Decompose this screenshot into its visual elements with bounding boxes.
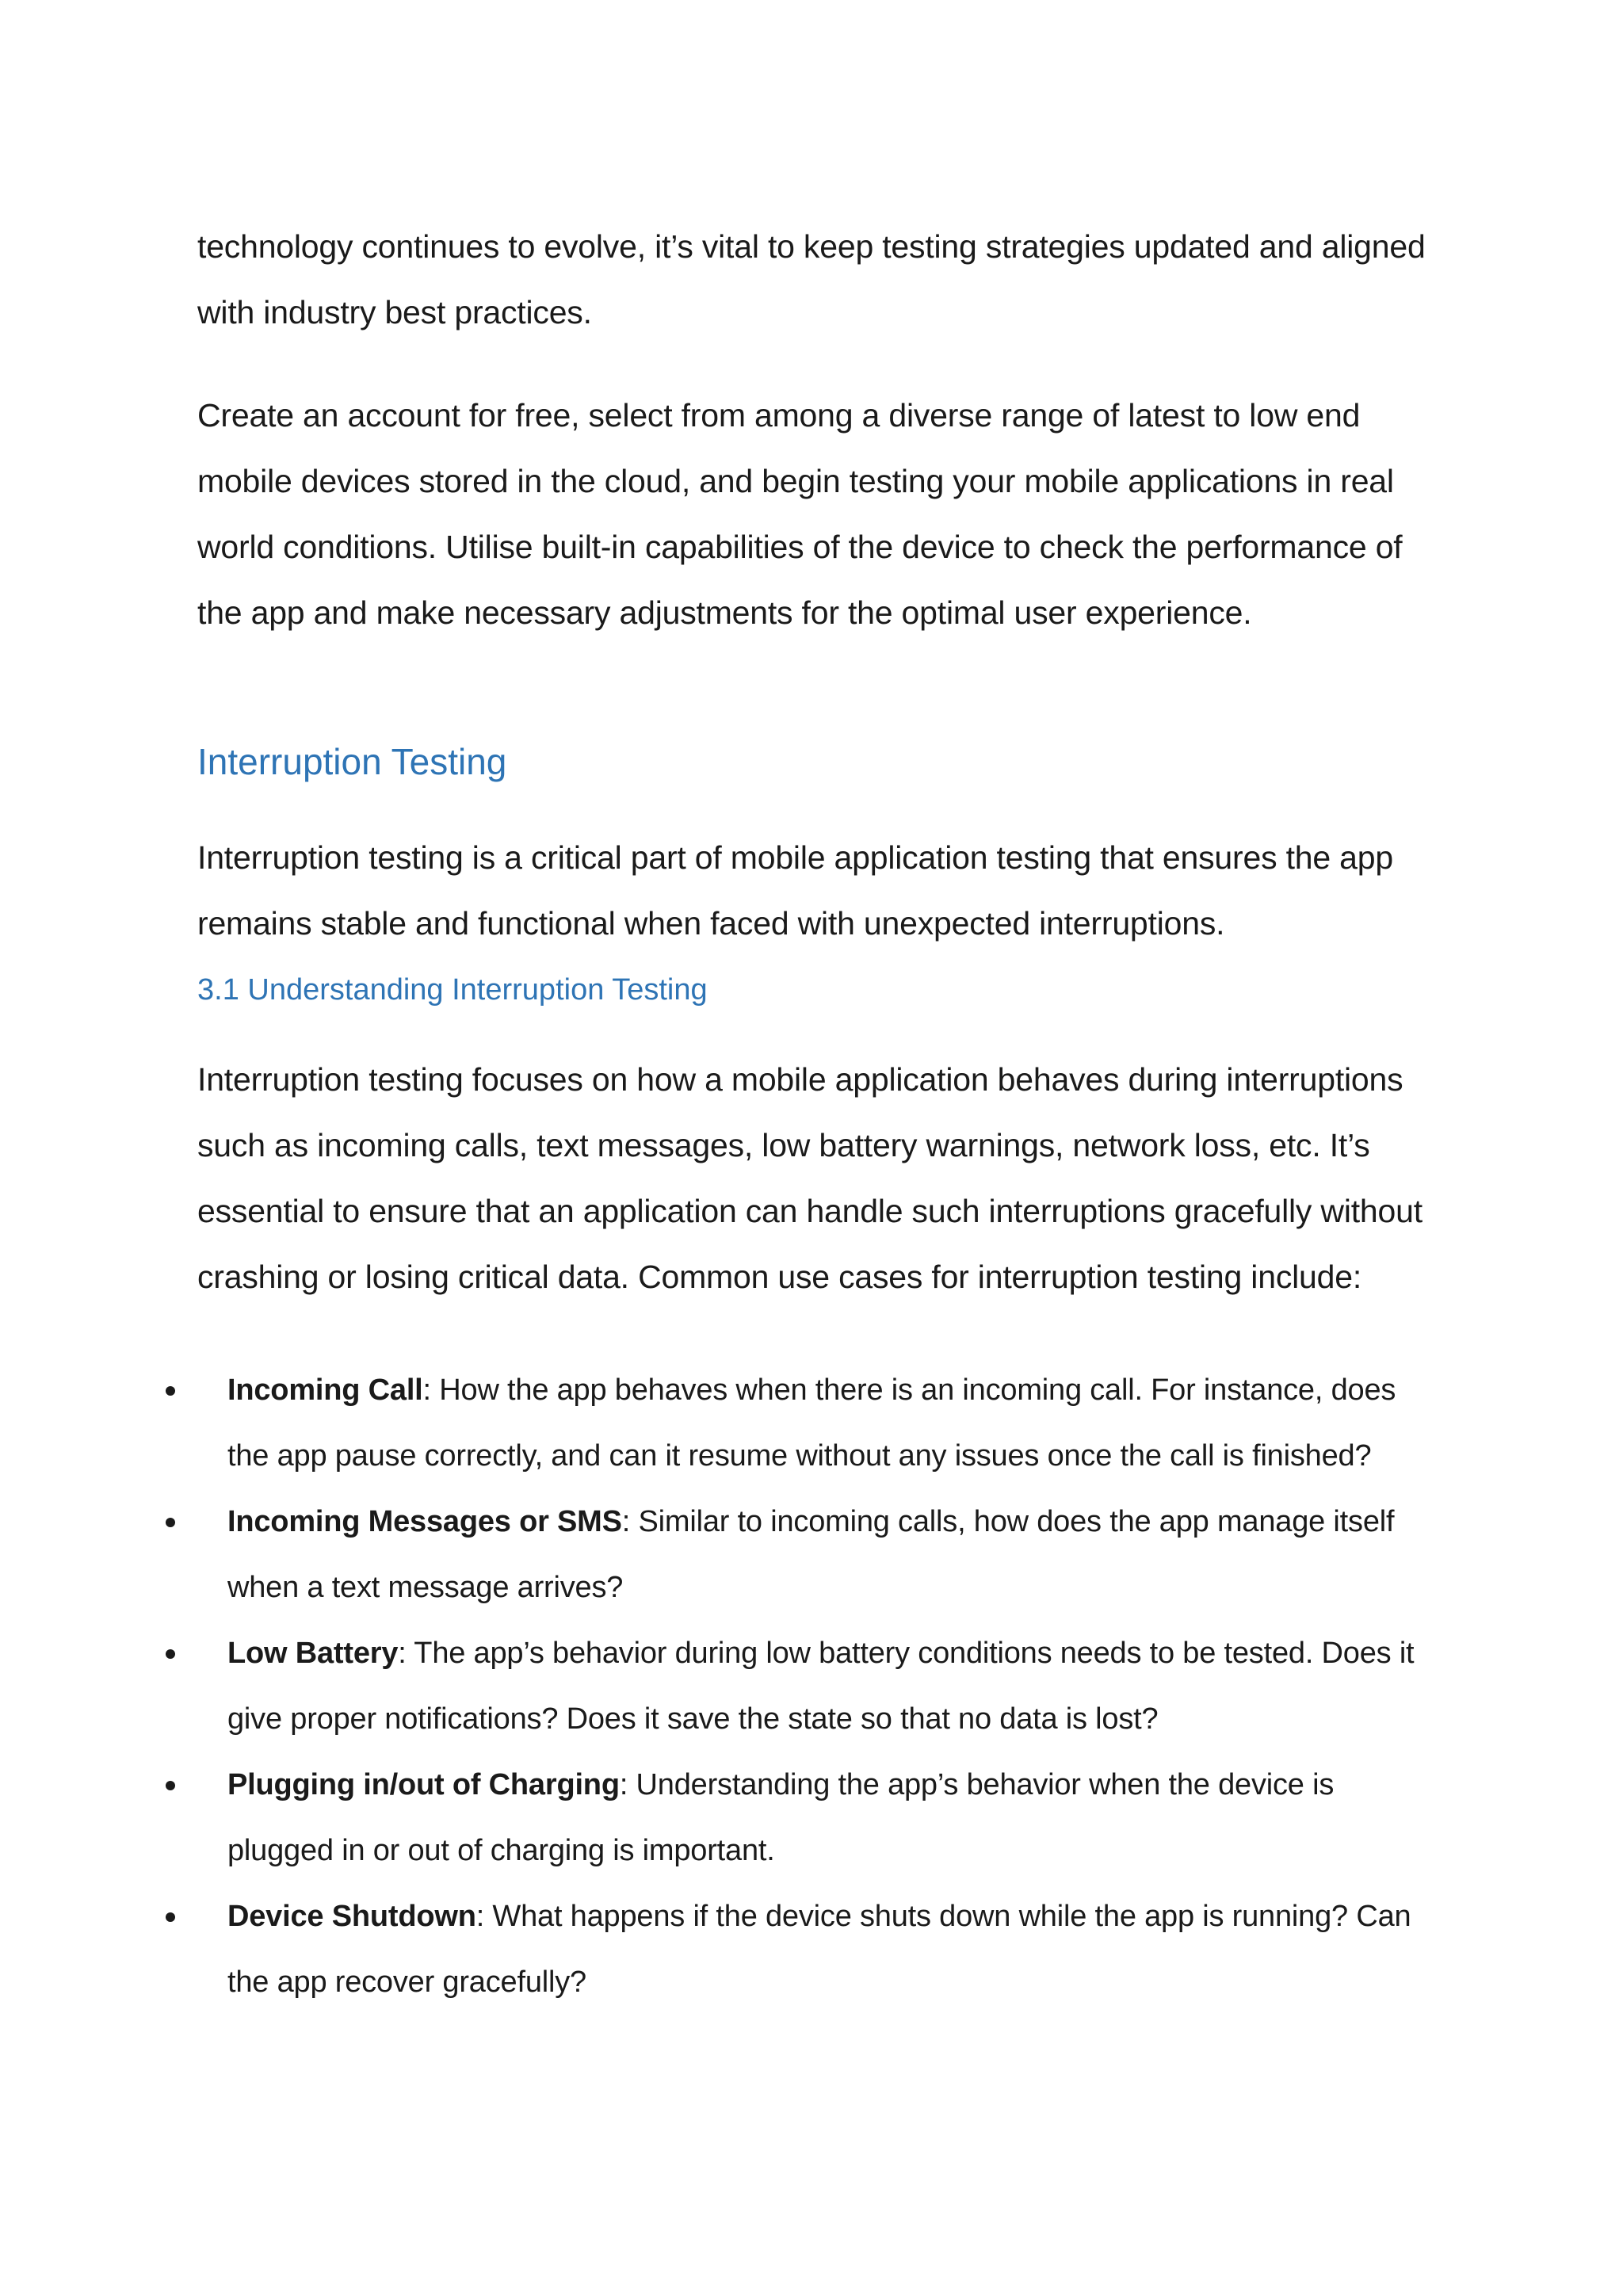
bullet-icon (166, 1781, 175, 1790)
use-case-list (166, 1358, 1418, 2015)
list-item (166, 1489, 1418, 1621)
page-content (197, 214, 1449, 2015)
section-heading: Interruption Testing (197, 741, 507, 782)
list-item-term: Low Battery (227, 1637, 399, 1670)
list-item-text: : The app’s behavior during low battery conditions needs to be tested. Does it give proper notifications? Does it save the state so that no data is lost? (227, 1637, 1415, 1736)
subsection-paragraph: Interruption testing focuses on how a mobile application behaves during interruptions such as incoming calls, text messages, low battery warnings, network loss, etc. It’s essential to ensure that an application can handle such interruptions gracefully without crashing or losing critical data. Common use cases for interruption testing include: (197, 1061, 1423, 1295)
list-item-term: Incoming Call (227, 1373, 423, 1407)
list-item-term: Device Shutdown (227, 1900, 476, 1933)
intro-paragraph: technology continues to evolve, it’s vital to keep testing strategies updated and aligned with industry best practices. (197, 228, 1426, 330)
list-item-term: Incoming Messages or SMS (227, 1505, 622, 1538)
list-item (166, 1752, 1418, 1884)
list-item-text: : What happens if the device shuts down while the app is running? Can the app recover gracefully? (227, 1900, 1411, 1999)
bullet-icon (166, 1649, 175, 1659)
list-item-text: : Understanding the app’s behavior when the device is plugged in or out of charging is important. (227, 1768, 1335, 1867)
section-paragraph: Interruption testing is a critical part of mobile application testing that ensures the app remains stable and functional when faced with unexpected interruptions. (197, 839, 1393, 942)
cta-paragraph: Create an account for free, select from among a diverse range of latest to low end mobile devices stored in the cloud, and begin testing your mobile applications in real world conditions. Utilise built-in capabilities of the device to check the performance of the app and make necessary adjustments for the optimal user experience. (197, 397, 1403, 631)
list-item-text: : How the app behaves when there is an incoming call. For instance, does the app pause correctly, and can it resume without any issues once the call is finished? (227, 1373, 1396, 1473)
list-item (166, 1358, 1418, 1489)
bullet-icon (166, 1518, 175, 1527)
list-item-text: : Similar to incoming calls, how does the app manage itself when a text message arrives? (227, 1505, 1395, 1604)
list-item (166, 1884, 1418, 2015)
subsection-heading: 3.1 Understanding Interruption Testing (197, 973, 708, 1007)
bullet-icon (166, 1912, 175, 1922)
bullet-icon (166, 1386, 175, 1396)
list-item (166, 1621, 1418, 1752)
list-item-term: Plugging in/out of Charging (227, 1768, 620, 1801)
